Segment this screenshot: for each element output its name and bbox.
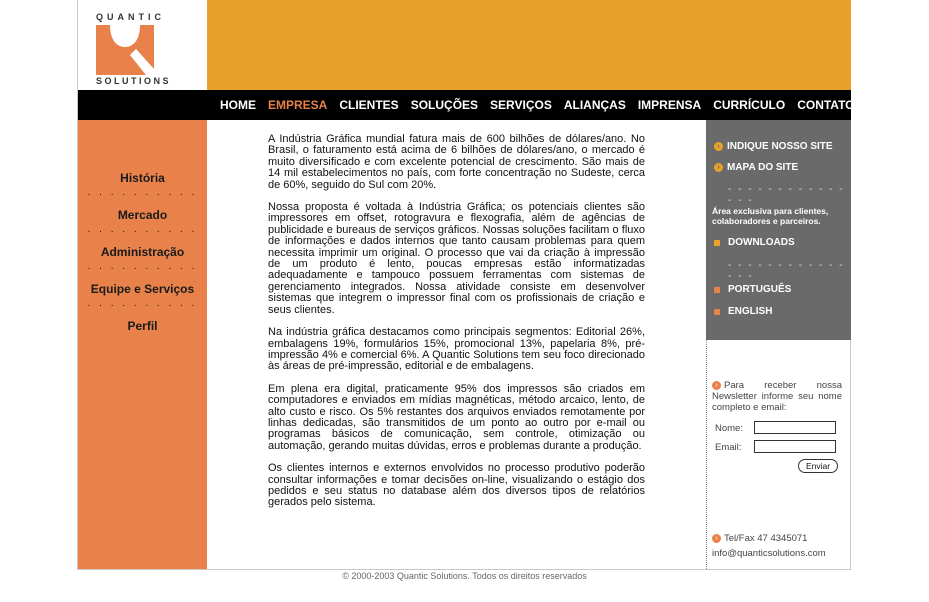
right-panel — [706, 120, 851, 340]
logo-text-bottom: SOLUTIONS — [96, 76, 172, 86]
english-link[interactable] — [714, 306, 772, 317]
submit-newsletter-button[interactable]: Enviar — [798, 459, 838, 473]
nav-home[interactable]: HOME — [220, 98, 256, 112]
arrow-circle-icon: › — [712, 534, 721, 543]
sidebar-item-administracao[interactable]: Administração — [100, 245, 185, 259]
main-content — [268, 134, 645, 520]
email-label: Email: — [715, 442, 742, 453]
phone-line — [712, 531, 826, 546]
logo[interactable] — [78, 0, 207, 90]
arrow-circle-icon: › — [714, 142, 723, 151]
bullet-square-icon — [714, 287, 720, 293]
arrow-circle-icon: › — [714, 163, 723, 172]
sidebar-separator: . . . . . . . . . . — [87, 187, 198, 198]
sidebar-item-perfil[interactable]: Perfil — [127, 319, 158, 333]
newsletter-text — [712, 380, 842, 413]
mapa-site-link[interactable] — [714, 162, 798, 173]
sidebar-item-mercado[interactable]: Mercado — [117, 208, 168, 222]
content-paragraph: Na indústria gráfica destacamos como principais segmentos: Editorial 26%, embalagens 19%, formulários 15%, promocional 13%, papelaria 8%, pré-impressão 4% e comercial 6%. A Quantic Solutions tem seu foco direcionado às áreas de pré-impressão, editorial e de embalagens. — [268, 326, 645, 373]
arrow-circle-icon: › — [712, 381, 721, 390]
sidebar-item-equipe-servicos[interactable]: Equipe e Serviços — [90, 282, 195, 296]
portugues-link[interactable] — [714, 284, 791, 295]
right-separator: - - - - - - - - - - - - - - - — [728, 184, 845, 206]
sidebar-separator: . . . . . . . . . . — [87, 261, 198, 272]
right-separator: - - - - - - - - - - - - - - - — [728, 260, 845, 282]
email-link[interactable]: info@quanticsolutions.com — [712, 548, 826, 559]
nav-servicos[interactable]: SERVIÇOS — [490, 98, 552, 112]
nav-empresa[interactable]: EMPRESA — [268, 98, 328, 112]
bullet-square-icon — [714, 240, 720, 246]
nav-imprensa[interactable]: IMPRENSA — [637, 98, 702, 112]
main-nav — [78, 90, 855, 120]
header-banner — [207, 0, 851, 90]
content-paragraph: Em plena era digital, praticamente 95% dos impressos são criados em computadores e enviados em mídias magnéticas, método arcaico, lento, de alto custo e risco. Os 5% restantes dos arquivos enviados remotamente por linhas dedicadas, são transmitidos de um ponto ao outro por e-mail ou programas básicos de comunicação, sem controle, otimização ou automação, gerando muitas dúvidas, erros e problemas durante a produção. — [268, 382, 645, 452]
right-column-divider — [706, 340, 707, 569]
sidebar-separator: . . . . . . . . . . — [87, 224, 198, 235]
email-input[interactable] — [754, 440, 836, 453]
contact-info — [712, 531, 826, 561]
content-paragraph: A Indústria Gráfica mundial fatura mais de 600 bilhões de dólares/ano. No Brasil, o faturamento está acima de 6 bilhões de dólares/ano, o mercado é muito diversificado e com excelente potencial de crescimento. São mais de 14 mil estabelecimentos no país, com forte concentração no Sudeste, cerca de 60%, seguido do Sul com 20%. — [268, 133, 645, 191]
downloads-link[interactable] — [714, 237, 795, 248]
page-frame — [77, 0, 855, 570]
nav-clientes[interactable]: CLIENTES — [339, 98, 399, 112]
nav-aliancas[interactable]: ALIANÇAS — [563, 98, 626, 112]
indique-site-link[interactable] — [714, 141, 833, 152]
indique-site-label: INDIQUE NOSSO SITE — [727, 141, 833, 152]
exclusive-area-note: Área exclusiva para clientes, colaboradores e parceiros. — [712, 206, 829, 226]
bullet-square-icon — [714, 309, 720, 315]
logo-text-top: QUANTIC — [96, 12, 165, 22]
english-label: ENGLISH — [728, 306, 773, 317]
sidebar-separator: . . . . . . . . . . — [87, 298, 198, 309]
nav-curriculo[interactable]: CURRÍCULO — [713, 98, 786, 112]
sidebar — [78, 120, 207, 569]
newsletter-instructions: Para receber nossa Newsletter informe seu nome completo e email: — [712, 380, 842, 413]
name-label: Nome: — [715, 423, 743, 434]
sidebar-item-historia[interactable]: História — [120, 171, 165, 185]
phone-number: Tel/Fax 47 4345071 — [724, 533, 808, 544]
nav-solucoes[interactable]: SOLUÇÕES — [410, 98, 479, 112]
downloads-label: DOWNLOADS — [728, 237, 795, 248]
content-paragraph: Os clientes internos e externos envolvidos no processo produtivo poderão consultar informações e tomar decisões on-line, visualizando o estágio dos pedidos e seu status no database além dos diversos tipos de relatórios gerados pelo sistema. — [268, 462, 645, 509]
content-paragraph: Nossa proposta é voltada à Indústria Gráfica; os potenciais clientes são impressores em offset, rotogravura e flexografia, além de agências de publicidade e bureaus de serviços gráficos. Nossas soluções facilitam o fluxo de informações e dados internos que tanto causam problemas para quem necessita imprimir um original. O processo que vai da criação à impressão de um produto é lento, poucas empresas estão informatizadas adequadamente e tampouco possuem ferramentas com sistemas de gerenciamento integrados. Nossa atividade consiste em desenvolver sistemas que integrem o impressor final com os profissionais de criação e seus clientes. — [268, 201, 645, 316]
logo-q-icon — [96, 25, 154, 75]
mapa-site-label: MAPA DO SITE — [727, 162, 799, 173]
portugues-label: PORTUGUÊS — [728, 284, 792, 295]
nav-contato[interactable]: CONTATO — [797, 98, 855, 112]
name-input[interactable] — [754, 421, 836, 434]
footer-copyright: © 2000-2003 Quantic Solutions. Todos os direitos reservados — [342, 571, 587, 581]
